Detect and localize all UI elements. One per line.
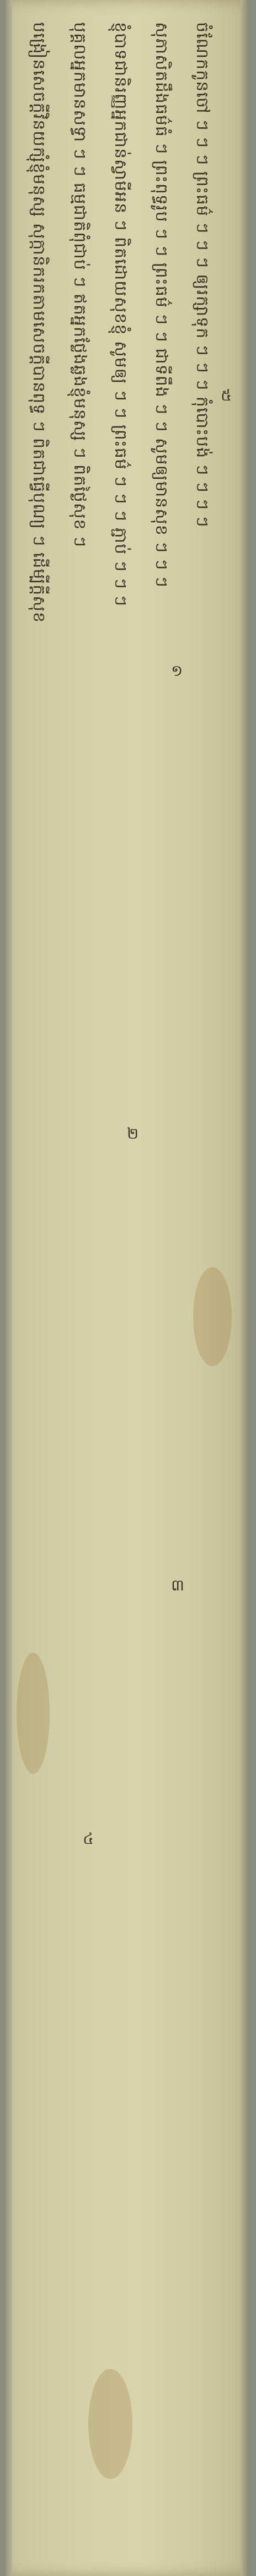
line-mark: ២ — [127, 1124, 139, 1143]
line-mark: ១ — [171, 662, 183, 680]
line-mark: ៤ — [83, 1830, 94, 1848]
text-line-5: ចំណែកកូនចៅ ៗ ៗ ៗ ព្រះធម៌ ៗ ៗ ៗ ឲ្យរក្សាទុក ៗ ៗ ៗ កុំបោះបង់ ៗ ៗ ៗ ៗ — [193, 22, 212, 528]
palm-leaf-page — [6, 0, 248, 2576]
text-line-3: ខ្ញុំបាទជានិរញ្ញអ្នកជាន់ស្វាមីអន ៗ ពិតដោយសុខខ្ញុំ សូមឲ្យ ៗ ៗ ព្រះធម៌ ៗ ៗ ៗ ភ្ជាប់ ៗ ៗ ៗ — [111, 22, 130, 607]
leaf-right-edge — [241, 0, 248, 2576]
line-mark: ៥ — [221, 386, 232, 404]
text-line-1: បង្រៀនសេចក្តីវិនយក្សុំខ្ញុំមនុស្ស សុក្កានិករកតាមសេចក្តីបានពុទ្ធ ៗ ពិតជាធ្វើបុណ្យ ៗ ដើម្បីក្តីសុខ — [29, 22, 49, 623]
leaf-left-edge — [6, 0, 12, 2576]
text-line-4: សុភាសិតដឹងធម៌ធំ ៗ ព្រះពុទ្ធរូប ៗ ៗ ព្រះធម៌ ៗ ៗ ជាទីពឹង ៗ ៗ សូមឲ្យមានសុខ ៗ ៗ ៗ — [152, 22, 171, 588]
text-line-2: បុគ្គលអ្នកមានសទ្ធា ៗ ៗ ធម្មជាតិពុំជាប់ ៗ ឥតអ្នកថ្លែងឆ្លងខ្ញុំមនុស្ស ៗ ពិតថ្ងៃសុខ ៗ — [70, 22, 89, 548]
line-mark: ៣ — [171, 1576, 184, 1594]
